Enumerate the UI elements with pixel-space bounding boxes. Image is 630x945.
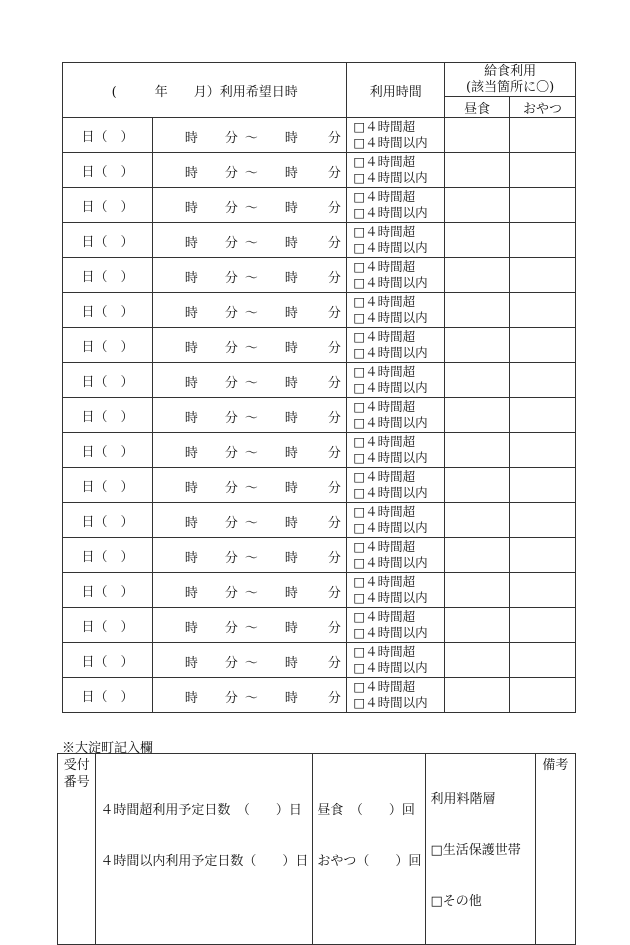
- end-hour-label: 時: [284, 306, 298, 321]
- office-use-title: ※大淀町記入欄: [62, 741, 154, 756]
- within-4h-checkbox[interactable]: □４時間以内: [353, 310, 428, 325]
- end-minute-label: 分: [327, 621, 341, 636]
- usage-time-cell: [347, 153, 445, 188]
- within-4h-checkbox[interactable]: □４時間以内: [353, 345, 428, 360]
- range-tilde: ～: [244, 376, 258, 391]
- end-minute-label: 分: [327, 656, 341, 671]
- snack-cell[interactable]: [510, 118, 576, 153]
- over-4h-checkbox[interactable]: □４時間超: [353, 119, 416, 134]
- snack-cell[interactable]: [510, 573, 576, 608]
- header-usage-time: 利用時間: [347, 63, 445, 118]
- time-range-cell[interactable]: [152, 188, 346, 223]
- end-minute-label: 分: [327, 306, 341, 321]
- lunch-cell[interactable]: [445, 538, 510, 573]
- lunch-cell[interactable]: [445, 503, 510, 538]
- end-minute-label: 分: [327, 691, 341, 706]
- usage-time-cell: [347, 293, 445, 328]
- over-4h-checkbox[interactable]: □４時間超: [353, 539, 416, 554]
- table-row: [63, 608, 576, 643]
- range-tilde: ～: [244, 656, 258, 671]
- end-minute-label: 分: [327, 481, 341, 496]
- lunch-cell[interactable]: [445, 573, 510, 608]
- welfare-checkbox[interactable]: □生活保護世帯: [430, 843, 521, 858]
- start-hour-label: 時: [184, 236, 198, 251]
- planned-days-cell: ４時間超利用予定日数 （ ）日 ４時間以内利用予定日数（ ）日: [96, 754, 313, 945]
- within-4h-checkbox[interactable]: □４時間以内: [353, 625, 428, 640]
- usage-request-table: [62, 62, 576, 713]
- snack-cell[interactable]: [510, 188, 576, 223]
- range-tilde: ～: [244, 516, 258, 531]
- start-minute-label: 分: [224, 516, 238, 531]
- within-4h-checkbox[interactable]: □４時間以内: [353, 450, 428, 465]
- start-hour-label: 時: [184, 341, 198, 356]
- day-cell[interactable]: 日（ ）: [63, 328, 153, 363]
- range-tilde: ～: [244, 586, 258, 601]
- range-tilde: ～: [244, 691, 258, 706]
- table-row: [63, 573, 576, 608]
- end-hour-label: 時: [284, 376, 298, 391]
- office-use-table: [57, 753, 576, 945]
- usage-time-cell: [347, 363, 445, 398]
- snack-cell[interactable]: [510, 433, 576, 468]
- time-range-cell[interactable]: [152, 153, 346, 188]
- lunch-cell[interactable]: [445, 293, 510, 328]
- end-hour-label: 時: [284, 201, 298, 216]
- table-row: [63, 538, 576, 573]
- start-minute-label: 分: [224, 201, 238, 216]
- day-cell[interactable]: 日（ ）: [63, 223, 153, 258]
- table-row: [63, 188, 576, 223]
- usage-time-cell: [347, 398, 445, 433]
- end-minute-label: 分: [327, 201, 341, 216]
- end-minute-label: 分: [327, 516, 341, 531]
- time-range-cell[interactable]: [152, 433, 346, 468]
- lunch-cell[interactable]: [445, 363, 510, 398]
- end-minute-label: 分: [327, 376, 341, 391]
- within-4h-checkbox[interactable]: □４時間以内: [353, 380, 428, 395]
- snack-cell[interactable]: [510, 293, 576, 328]
- usage-time-cell: [347, 608, 445, 643]
- end-hour-label: 時: [284, 131, 298, 146]
- end-hour-label: 時: [284, 446, 298, 461]
- usage-time-cell: [347, 538, 445, 573]
- start-minute-label: 分: [224, 131, 238, 146]
- header-snack: おやつ: [510, 97, 576, 118]
- usage-time-cell: [347, 503, 445, 538]
- day-cell[interactable]: 日（ ）: [63, 538, 153, 573]
- snack-cell[interactable]: [510, 153, 576, 188]
- over-4h-checkbox[interactable]: □４時間超: [353, 679, 416, 694]
- start-minute-label: 分: [224, 446, 238, 461]
- within-4h-checkbox[interactable]: □４時間以内: [353, 240, 428, 255]
- table-row: [63, 118, 576, 153]
- over-4h-checkbox[interactable]: □４時間超: [353, 259, 416, 274]
- lunch-cell[interactable]: [445, 398, 510, 433]
- table-row: [63, 678, 576, 713]
- over-4h-checkbox[interactable]: □４時間超: [353, 294, 416, 309]
- day-cell[interactable]: 日（ ）: [63, 363, 153, 398]
- usage-time-cell: [347, 643, 445, 678]
- table-row: [63, 398, 576, 433]
- end-minute-label: 分: [327, 446, 341, 461]
- time-range-cell[interactable]: [152, 223, 346, 258]
- within-4h-checkbox[interactable]: □４時間以内: [353, 660, 428, 675]
- lunch-cell[interactable]: [445, 153, 510, 188]
- range-tilde: ～: [244, 306, 258, 321]
- start-hour-label: 時: [184, 376, 198, 391]
- within-4h-checkbox[interactable]: □４時間以内: [353, 695, 428, 710]
- start-hour-label: 時: [184, 691, 198, 706]
- table-row: [63, 363, 576, 398]
- within-4h-checkbox[interactable]: □４時間以内: [353, 415, 428, 430]
- table-row: [63, 503, 576, 538]
- end-minute-label: 分: [327, 236, 341, 251]
- start-minute-label: 分: [224, 691, 238, 706]
- time-range-cell[interactable]: [152, 293, 346, 328]
- start-minute-label: 分: [224, 621, 238, 636]
- within-4h-checkbox[interactable]: □４時間以内: [353, 205, 428, 220]
- usage-time-cell: [347, 118, 445, 153]
- start-hour-label: 時: [184, 201, 198, 216]
- end-hour-label: 時: [284, 271, 298, 286]
- start-minute-label: 分: [224, 341, 238, 356]
- start-hour-label: 時: [184, 306, 198, 321]
- start-hour-label: 時: [184, 446, 198, 461]
- range-tilde: ～: [244, 131, 258, 146]
- over-4h-checkbox[interactable]: □４時間超: [353, 154, 416, 169]
- time-range-cell[interactable]: [152, 608, 346, 643]
- time-range-cell[interactable]: [152, 468, 346, 503]
- snack-cell[interactable]: [510, 223, 576, 258]
- usage-time-cell: [347, 433, 445, 468]
- range-tilde: ～: [244, 201, 258, 216]
- start-hour-label: 時: [184, 621, 198, 636]
- end-hour-label: 時: [284, 691, 298, 706]
- end-hour-label: 時: [284, 551, 298, 566]
- over-4h-checkbox[interactable]: □４時間超: [353, 189, 416, 204]
- table-row: [63, 643, 576, 678]
- day-cell[interactable]: 日（ ）: [63, 398, 153, 433]
- fee-tier-cell: 利用料階層 □生活保護世帯 □その他: [426, 754, 535, 945]
- within-4h-checkbox[interactable]: □４時間以内: [353, 275, 428, 290]
- start-hour-label: 時: [184, 271, 198, 286]
- snack-cell[interactable]: [510, 678, 576, 713]
- start-minute-label: 分: [224, 411, 238, 426]
- over-4h-checkbox[interactable]: □４時間超: [353, 574, 416, 589]
- day-cell[interactable]: 日（ ）: [63, 433, 153, 468]
- header-requested-datetime: ( 年 月）利用希望日時: [63, 63, 347, 118]
- range-tilde: ～: [244, 271, 258, 286]
- snack-cell[interactable]: [510, 643, 576, 678]
- time-range-cell[interactable]: [152, 573, 346, 608]
- day-cell[interactable]: 日（ ）: [63, 293, 153, 328]
- within-4h-checkbox[interactable]: □４時間以内: [353, 555, 428, 570]
- header-meal-usage: 給食利用 (該当箇所に〇): [445, 63, 576, 97]
- start-hour-label: 時: [184, 411, 198, 426]
- start-minute-label: 分: [224, 656, 238, 671]
- snack-cell[interactable]: [510, 538, 576, 573]
- start-minute-label: 分: [224, 306, 238, 321]
- range-tilde: ～: [244, 411, 258, 426]
- lunch-cell[interactable]: [445, 118, 510, 153]
- day-cell[interactable]: 日（ ）: [63, 608, 153, 643]
- start-hour-label: 時: [184, 481, 198, 496]
- usage-time-cell: [347, 258, 445, 293]
- lunch-cell[interactable]: [445, 678, 510, 713]
- table-row: [63, 258, 576, 293]
- table-row: [63, 223, 576, 258]
- over-4h-checkbox[interactable]: □４時間超: [353, 644, 416, 659]
- day-cell[interactable]: 日（ ）: [63, 573, 153, 608]
- lunch-cell[interactable]: [445, 608, 510, 643]
- end-hour-label: 時: [284, 656, 298, 671]
- within-4h-checkbox[interactable]: □４時間以内: [353, 170, 428, 185]
- time-range-cell[interactable]: [152, 258, 346, 293]
- start-hour-label: 時: [184, 516, 198, 531]
- lunch-cell[interactable]: [445, 643, 510, 678]
- header-lunch: 昼食: [445, 97, 510, 118]
- day-cell[interactable]: 日（ ）: [63, 503, 153, 538]
- snack-cell[interactable]: [510, 363, 576, 398]
- time-range-cell[interactable]: [152, 538, 346, 573]
- usage-time-cell: [347, 573, 445, 608]
- day-cell[interactable]: 日（ ）: [63, 258, 153, 293]
- receipt-number-label: 受付 番号: [58, 754, 96, 945]
- usage-time-cell: [347, 188, 445, 223]
- table-row: [63, 153, 576, 188]
- range-tilde: ～: [244, 481, 258, 496]
- time-range-cell[interactable]: [152, 363, 346, 398]
- snack-cell[interactable]: [510, 503, 576, 538]
- lunch-cell[interactable]: [445, 188, 510, 223]
- range-tilde: ～: [244, 621, 258, 636]
- start-minute-label: 分: [224, 551, 238, 566]
- start-hour-label: 時: [184, 131, 198, 146]
- remarks-label: 備考: [535, 754, 575, 945]
- end-minute-label: 分: [327, 586, 341, 601]
- meal-count-cell: 昼食 （ ）回 おやつ（ ）回: [313, 754, 426, 945]
- over-4h-checkbox[interactable]: □４時間超: [353, 504, 416, 519]
- over-4h-checkbox[interactable]: □４時間超: [353, 434, 416, 449]
- day-cell[interactable]: 日（ ）: [63, 188, 153, 223]
- day-cell[interactable]: 日（ ）: [63, 118, 153, 153]
- end-hour-label: 時: [284, 166, 298, 181]
- end-minute-label: 分: [327, 411, 341, 426]
- end-hour-label: 時: [284, 341, 298, 356]
- start-minute-label: 分: [224, 376, 238, 391]
- start-hour-label: 時: [184, 166, 198, 181]
- start-hour-label: 時: [184, 551, 198, 566]
- usage-time-cell: [347, 223, 445, 258]
- snack-cell[interactable]: [510, 468, 576, 503]
- table-row: [63, 468, 576, 503]
- lunch-cell[interactable]: [445, 468, 510, 503]
- end-hour-label: 時: [284, 411, 298, 426]
- over-4h-checkbox[interactable]: □４時間超: [353, 399, 416, 414]
- table-row: [63, 293, 576, 328]
- snack-cell[interactable]: [510, 608, 576, 643]
- lunch-cell[interactable]: [445, 328, 510, 363]
- over-4h-checkbox[interactable]: □４時間超: [353, 364, 416, 379]
- start-minute-label: 分: [224, 586, 238, 601]
- time-range-cell[interactable]: [152, 678, 346, 713]
- end-hour-label: 時: [284, 481, 298, 496]
- end-minute-label: 分: [327, 131, 341, 146]
- snack-cell[interactable]: [510, 258, 576, 293]
- end-hour-label: 時: [284, 236, 298, 251]
- day-cell[interactable]: 日（ ）: [63, 643, 153, 678]
- within-4h-checkbox[interactable]: □４時間以内: [353, 485, 428, 500]
- time-range-cell[interactable]: [152, 503, 346, 538]
- lunch-cell[interactable]: [445, 258, 510, 293]
- start-hour-label: 時: [184, 586, 198, 601]
- time-range-cell[interactable]: [152, 328, 346, 363]
- end-hour-label: 時: [284, 621, 298, 636]
- end-hour-label: 時: [284, 586, 298, 601]
- range-tilde: ～: [244, 341, 258, 356]
- end-minute-label: 分: [327, 551, 341, 566]
- start-minute-label: 分: [224, 271, 238, 286]
- start-hour-label: 時: [184, 656, 198, 671]
- snack-cell[interactable]: [510, 398, 576, 433]
- end-minute-label: 分: [327, 271, 341, 286]
- over-4h-checkbox[interactable]: □４時間超: [353, 469, 416, 484]
- lunch-cell[interactable]: [445, 223, 510, 258]
- end-minute-label: 分: [327, 341, 341, 356]
- end-hour-label: 時: [284, 516, 298, 531]
- range-tilde: ～: [244, 166, 258, 181]
- start-minute-label: 分: [224, 166, 238, 181]
- over-4h-checkbox[interactable]: □４時間超: [353, 224, 416, 239]
- start-minute-label: 分: [224, 481, 238, 496]
- time-range-cell[interactable]: [152, 643, 346, 678]
- start-minute-label: 分: [224, 236, 238, 251]
- over-4h-checkbox[interactable]: □４時間超: [353, 329, 416, 344]
- within-4h-checkbox[interactable]: □４時間以内: [353, 590, 428, 605]
- range-tilde: ～: [244, 236, 258, 251]
- day-cell[interactable]: 日（ ）: [63, 678, 153, 713]
- table-row: [63, 433, 576, 468]
- over-4h-checkbox[interactable]: □４時間超: [353, 609, 416, 624]
- usage-time-cell: [347, 678, 445, 713]
- day-cell[interactable]: 日（ ）: [63, 468, 153, 503]
- other-checkbox[interactable]: □その他: [430, 894, 482, 909]
- snack-cell[interactable]: [510, 328, 576, 363]
- table-row: [63, 328, 576, 363]
- usage-time-cell: [347, 328, 445, 363]
- lunch-cell[interactable]: [445, 433, 510, 468]
- usage-time-cell: [347, 468, 445, 503]
- range-tilde: ～: [244, 446, 258, 461]
- time-range-cell[interactable]: [152, 398, 346, 433]
- end-minute-label: 分: [327, 166, 341, 181]
- within-4h-checkbox[interactable]: □４時間以内: [353, 520, 428, 535]
- time-range-cell[interactable]: [152, 118, 346, 153]
- day-cell[interactable]: 日（ ）: [63, 153, 153, 188]
- within-4h-checkbox[interactable]: □４時間以内: [353, 135, 428, 150]
- range-tilde: ～: [244, 551, 258, 566]
